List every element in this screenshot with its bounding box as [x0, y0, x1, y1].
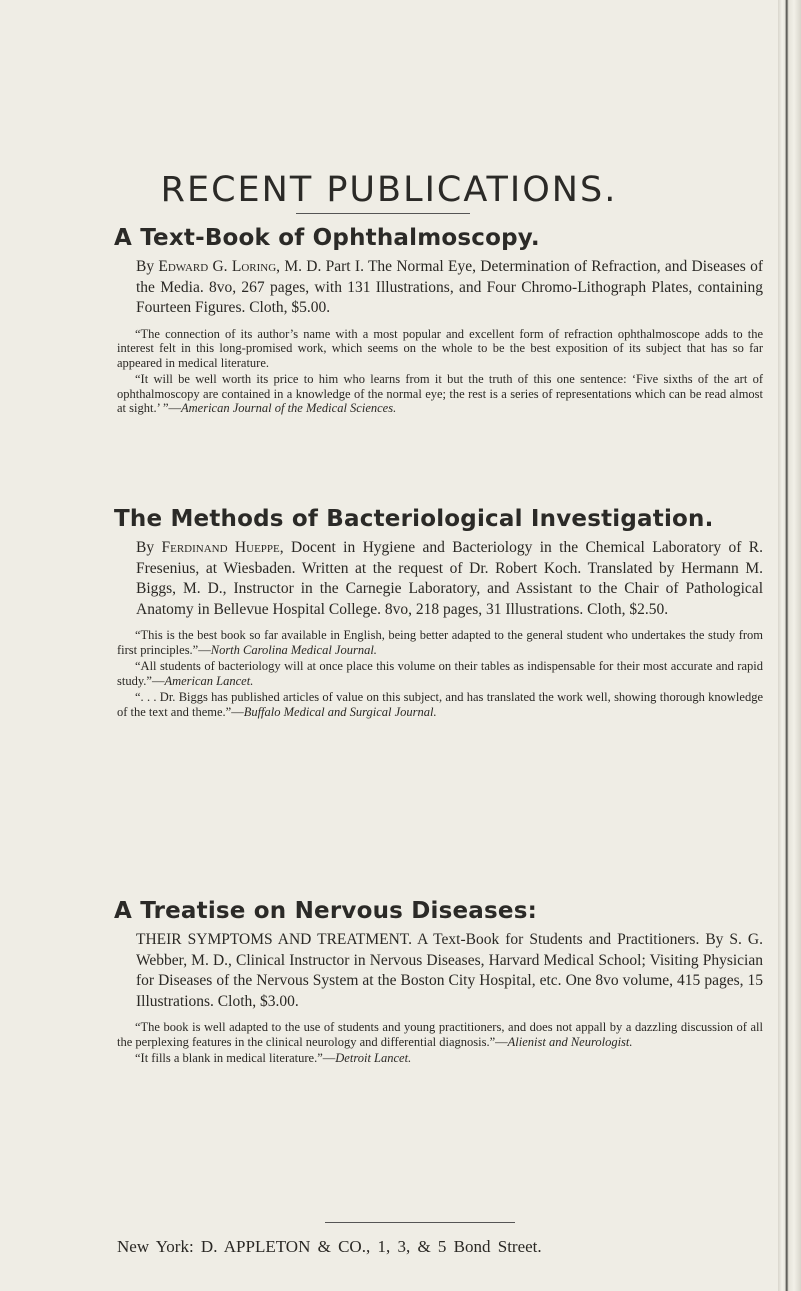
review-quote	[117, 372, 763, 416]
book-description	[136, 930, 763, 1012]
review-source: North Carolina Medical Journal.	[210, 642, 377, 657]
review-source: Alienist and Neurologist.	[507, 1034, 633, 1049]
book-entry-nervous-diseases	[114, 898, 763, 1066]
book-title: A Text-Book of Ophthalmoscopy.	[114, 225, 540, 251]
book-description: By Edward G. Loring, M. D. Part I. The Normal Eye, Determination of Refraction, and Diseases of the Media. 8vo, 267 pages, with 131 Illustrations, and Four Chromo-Lithograph Plates, containing Fourteen Figures. Cloth, $5.00.	[136, 258, 763, 316]
book-title: A Treatise on Nervous Diseases:	[114, 898, 538, 924]
review-quote	[117, 628, 763, 657]
publisher-imprint: New York: D. APPLETON & CO., 1, 3, & 5 Bond Street.	[117, 1237, 542, 1256]
book-author: Edward G. Loring, M. D.	[158, 258, 322, 275]
book-details: THEIR SYMPTOMS AND TREATMENT. A Text-Book for Students and Practitioners. By S. G. Webber, M. D., Clinical Instructor in Nervous Diseases, Harvard Medical School; Visiting Physician for Diseases of the Nervous System at the Boston City Hospital, etc. One 8vo volume, 415 pages, 15 Illustrations. Cloth, $3.00.	[136, 931, 763, 1010]
book-description: By Ferdinand Hueppe, Docent in Hygiene and Bacteriology in the Chemical Laboratory of R. Fresenius, at Wiesbaden. Written at the request of Dr. Robert Koch. Translated by Hermann M. Biggs, M. D., Instructor in the Carnegie Laboratory, and Assistant to the Chair of Pathological Anatomy in Bellevue Hospital College. 8vo, 218 pages, 31 Illustrations. Cloth, $2.50.	[136, 539, 764, 618]
review-quote	[117, 659, 763, 688]
header-rule	[296, 213, 470, 214]
book-details: Part I. The Normal Eye, Determination of Refraction, and Diseases of the Media. 8vo, 267 pages, with 131 Illustrations, and Four Chromo-Lithograph Plates, containing Fourteen Figures. Cloth, $5.00.	[136, 258, 763, 316]
review-source: Detroit Lancet.	[335, 1051, 412, 1066]
review-text: “This is the best book so far available in English, being better adapted to the general student who undertakes the study from first principles.”—	[117, 628, 763, 657]
review-text: “All students of bacteriology will at once place this volume on their tables as indispensable for their most accurate and rapid study.”—	[117, 659, 763, 688]
page-edge	[778, 0, 801, 1291]
review-text: “The connection of its author’s name with a most popular and excellent form of refraction ophthalmoscope adds to the interest felt in this long-promised work, which seems on the whole to be the best exposition of its subject that has so far appeared in medical literature.	[117, 326, 763, 370]
review-text: “It fills a blank in medical literature.”—	[135, 1051, 336, 1066]
book-details: Docent in Hygiene and Bacteriology in the Chemical Laboratory of R. Fresenius, at Wiesbaden. Written at the request of Dr. Robert Koch. Translated by Hermann M. Biggs, M. D., Instructor in the Carnegie Laboratory, and Assistant to the Chair of Pathological Anatomy in Bellevue Hospital College. 8vo, 218 pages, 31 Illustrations. Cloth, $2.50.	[136, 539, 764, 618]
review-quote	[117, 1051, 763, 1066]
review-text: “The book is well adapted to the use of students and young practitioners, and does not appall by a dazzling discussion of all the perplexing features in the clinical neurology and differential diagnosis.”—	[117, 1020, 763, 1049]
review-quote	[117, 1020, 763, 1049]
review-text: “. . . Dr. Biggs has published articles of value on this subject, and has translated the work well, showing thorough knowledge of the text and theme.”—	[117, 690, 763, 719]
page-header: RECENT PUBLICATIONS.	[160, 170, 618, 210]
review-source: American Lancet.	[164, 673, 254, 688]
review-source: American Journal of the Medical Sciences.	[181, 401, 397, 416]
review-quote	[117, 327, 763, 371]
book-author: Ferdinand Hueppe,	[161, 539, 284, 556]
book-title: The Methods of Bacteriological Investigation.	[114, 506, 714, 532]
review-quote	[117, 690, 763, 719]
book-entry-ophthalmoscopy	[114, 225, 763, 416]
review-source: Buffalo Medical and Surgical Journal.	[243, 704, 437, 719]
review-text: “It will be well worth its price to him who learns from it but the truth of this one sentence: ‘Five sixths of the art of ophthalmoscopy are contained in a knowledge of the normal eye; the rest is a series of representations which can be read almost at sight.’ ”—	[117, 372, 763, 416]
footer-rule	[325, 1222, 515, 1223]
book-entry-bacteriology	[114, 506, 764, 720]
